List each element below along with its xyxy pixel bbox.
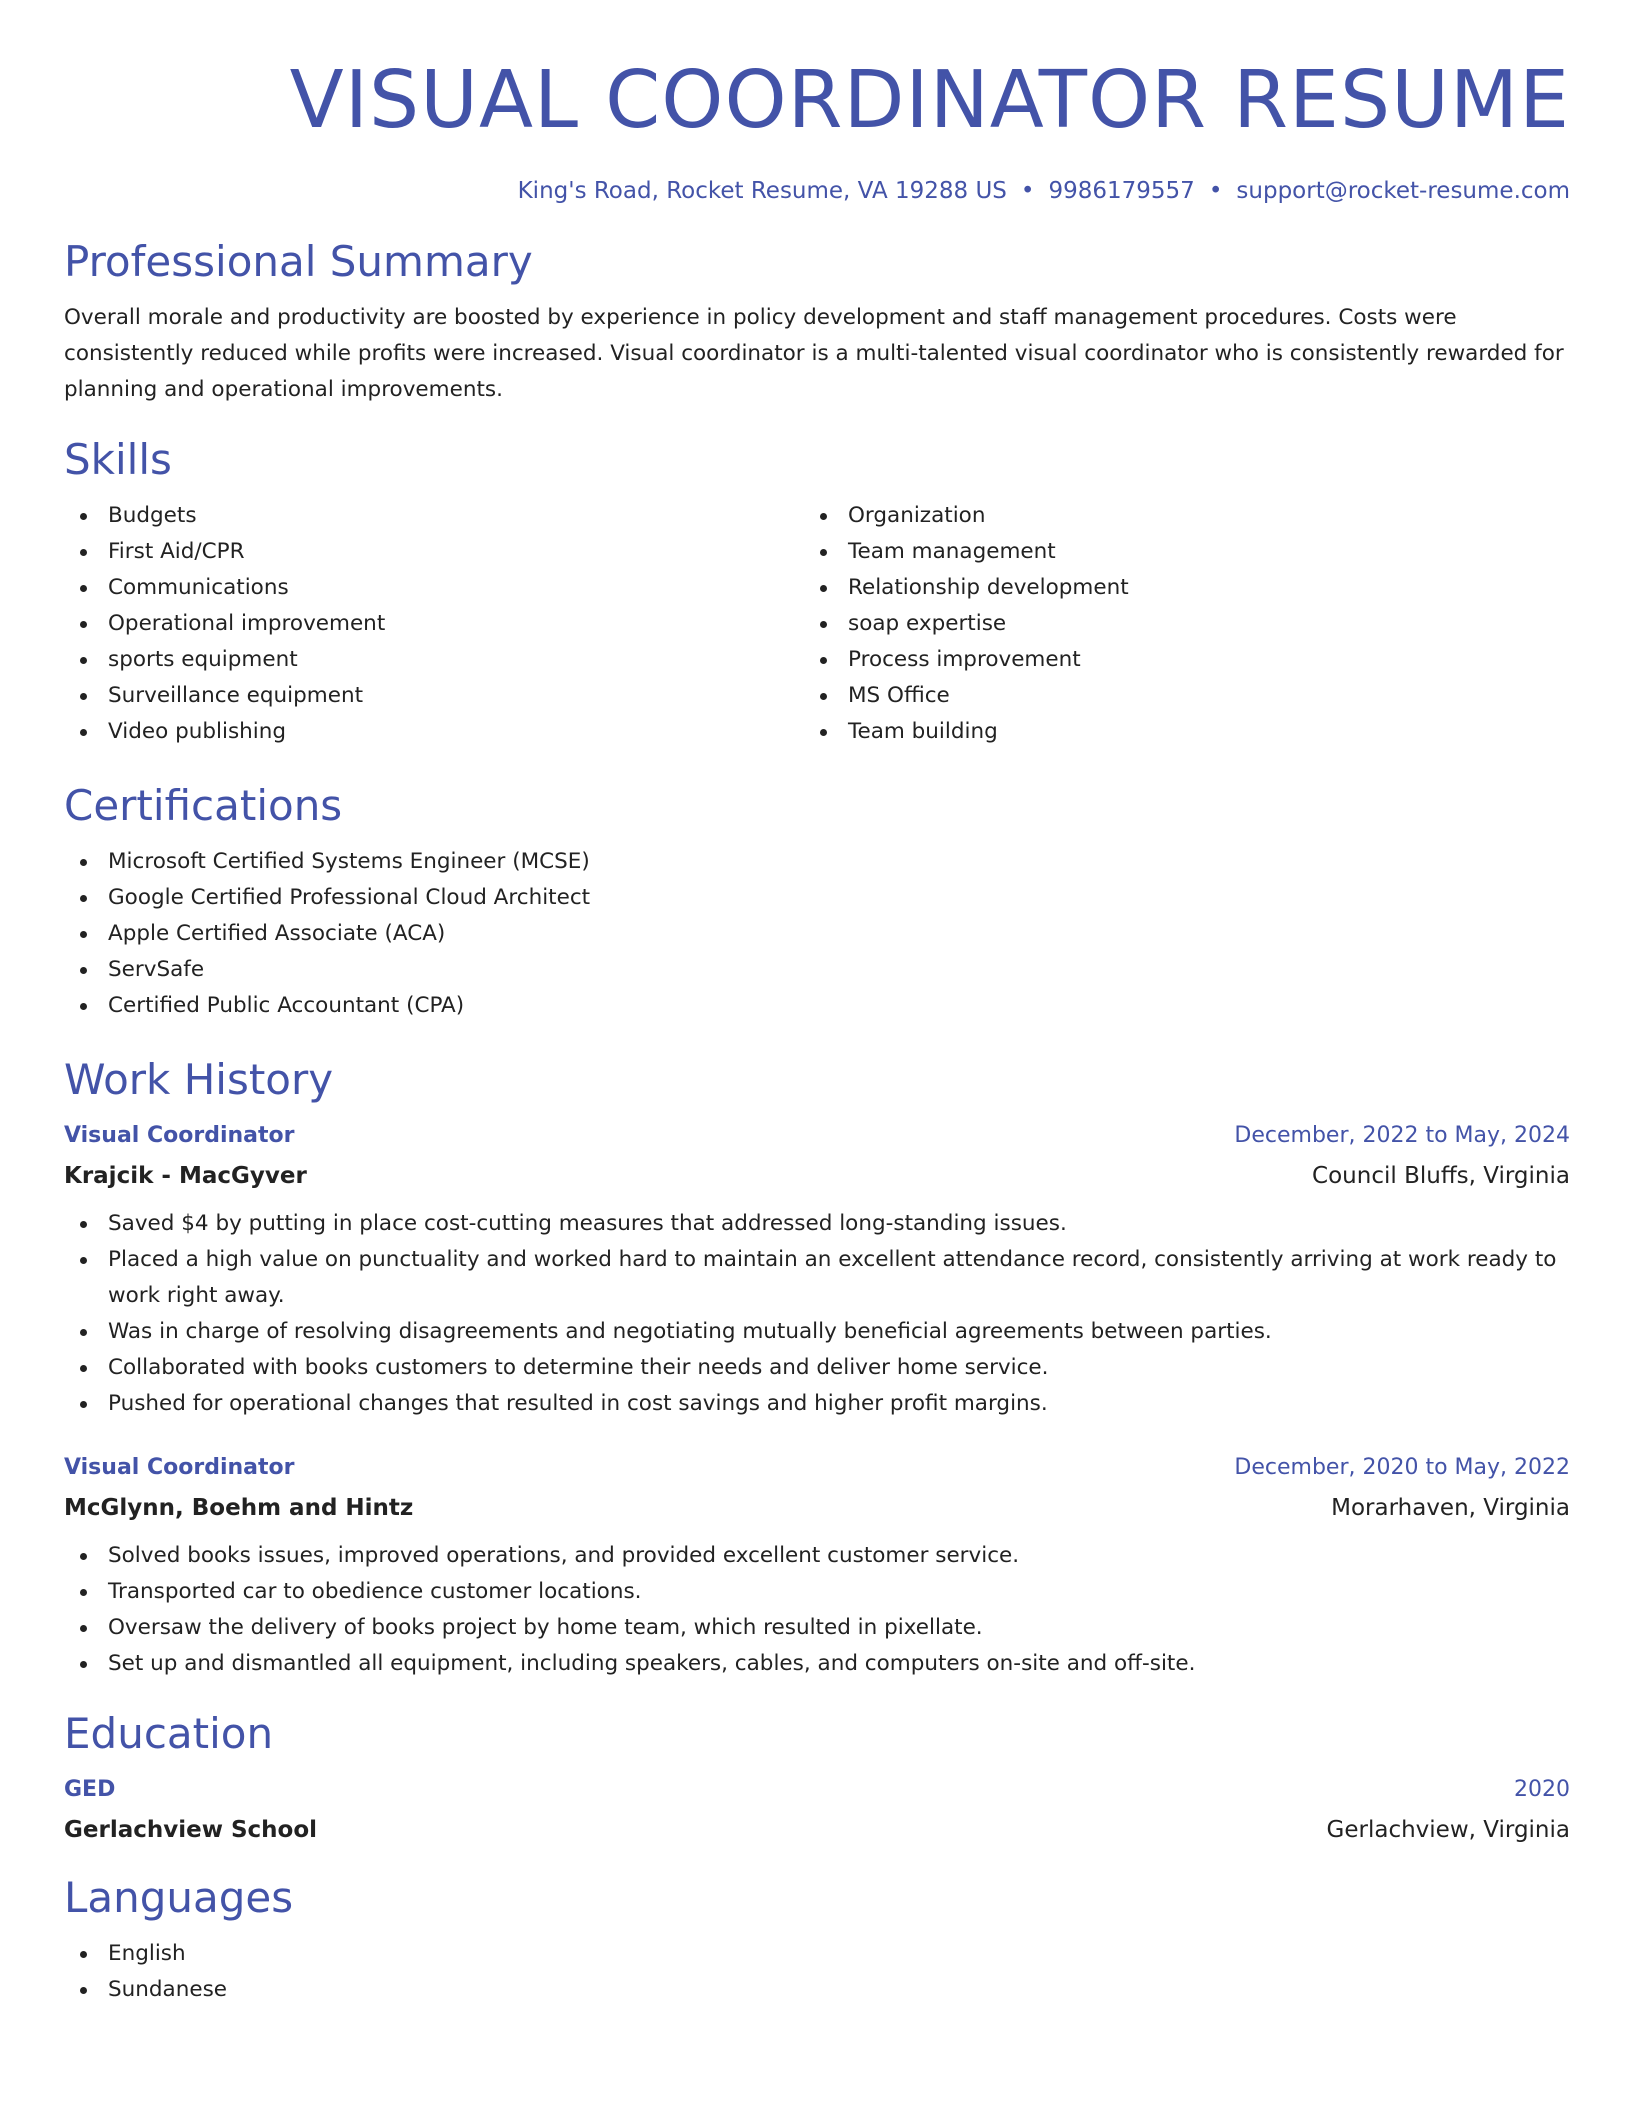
- education-year: 2020: [1514, 1777, 1570, 1802]
- contact-separator: •: [1020, 178, 1035, 204]
- job-header: [64, 1452, 1570, 1484]
- job-bullets: [64, 1206, 1570, 1422]
- skill-item: Organization: [804, 498, 1544, 534]
- skills-list-left: [64, 498, 804, 750]
- job-dates: December, 2022 to May, 2024: [1234, 1123, 1570, 1148]
- skill-item: First Aid/CPR: [64, 534, 804, 570]
- certification-item: Microsoft Certified Systems Engineer (MCSE): [64, 844, 1570, 880]
- contact-address: King's Road, Rocket Resume, VA 19288 US: [517, 178, 1007, 204]
- job-bullet: Pushed for operational changes that resulted in cost savings and higher profit margins.: [64, 1386, 1570, 1422]
- job-employer: Krajcik - MacGyver: [64, 1163, 307, 1189]
- education-heading: Education: [64, 1709, 274, 1758]
- summary-text: Overall morale and productivity are boosted by experience in policy development and staff management procedures. Costs were consistently reduced while profits were increased. Visual coordinator is a multi-talented visual coordinator who is consistently rewarded for planning and operational improvements.: [64, 305, 1564, 402]
- skill-item: Team management: [804, 534, 1544, 570]
- job-header: [64, 1120, 1570, 1152]
- skill-item: Communications: [64, 570, 804, 606]
- job-title: Visual Coordinator: [64, 1123, 295, 1148]
- job-bullet: Placed a high value on punctuality and worked hard to maintain an excellent attendance record, consistently arriving at work ready to work right away.: [64, 1242, 1570, 1314]
- certification-item: Google Certified Professional Cloud Architect: [64, 880, 1570, 916]
- job-location: Morarhaven, Virginia: [1331, 1495, 1570, 1521]
- certifications-heading: Certifications: [64, 781, 343, 830]
- work-history-heading: Work History: [64, 1055, 334, 1104]
- job-bullet: Transported car to obedience customer locations.: [64, 1574, 1570, 1610]
- job-bullet: Oversaw the delivery of books project by home team, which resulted in pixellate.: [64, 1610, 1570, 1646]
- skills-list-right: [804, 498, 1544, 750]
- work-history-section: [64, 1054, 1570, 1682]
- contact-phone: 9986179557: [1048, 178, 1195, 204]
- job-bullet: Saved $4 by putting in place cost-cutting measures that addressed long-standing issues.: [64, 1206, 1570, 1242]
- job-bullet: Was in charge of resolving disagreements and negotiating mutually beneficial agreements between parties.: [64, 1314, 1570, 1350]
- job-bullet: Set up and dismantled all equipment, including speakers, cables, and computers on-site and off-site.: [64, 1646, 1570, 1682]
- contact-line: [64, 176, 1570, 206]
- job-bullet: Solved books issues, improved operations, and provided excellent customer service.: [64, 1538, 1570, 1574]
- skills-section: [64, 434, 1570, 750]
- contact-email[interactable]: support@rocket-resume.com: [1236, 178, 1570, 204]
- education-subheader: [64, 1814, 1570, 1846]
- language-item: English: [64, 1936, 1570, 1972]
- job-location: Council Bluffs, Virginia: [1312, 1163, 1570, 1189]
- skill-item: Video publishing: [64, 714, 804, 750]
- job-bullet: Collaborated with books customers to determine their needs and deliver home service.: [64, 1350, 1570, 1386]
- education-location: Gerlachview, Virginia: [1326, 1817, 1570, 1843]
- certification-item: ServSafe: [64, 952, 1570, 988]
- job-subheader: [64, 1160, 1570, 1192]
- skill-item: MS Office: [804, 678, 1544, 714]
- job-dates: December, 2020 to May, 2022: [1234, 1455, 1570, 1480]
- certification-item: Certified Public Accountant (CPA): [64, 988, 1570, 1024]
- job-entry: [64, 1120, 1570, 1422]
- skill-item: Relationship development: [804, 570, 1544, 606]
- contact-separator: •: [1208, 178, 1223, 204]
- skills-heading: Skills: [64, 435, 172, 484]
- skills-grid: [64, 498, 1570, 750]
- education-degree: GED: [64, 1777, 116, 1802]
- education-section: [64, 1708, 1570, 1846]
- job-employer: McGlynn, Boehm and Hintz: [64, 1495, 414, 1521]
- skill-item: sports equipment: [64, 642, 804, 678]
- skill-item: soap expertise: [804, 606, 1544, 642]
- certifications-list: [64, 844, 1570, 1024]
- languages-heading: Languages: [64, 1873, 294, 1922]
- skill-item: Team building: [804, 714, 1544, 750]
- summary-heading: Professional Summary: [64, 237, 533, 286]
- skill-item: Operational improvement: [64, 606, 804, 642]
- skill-item: Process improvement: [804, 642, 1544, 678]
- summary-section: [64, 236, 1570, 408]
- skill-item: Surveillance equipment: [64, 678, 804, 714]
- skill-item: Budgets: [64, 498, 804, 534]
- education-school: Gerlachview School: [64, 1817, 318, 1843]
- job-subheader: [64, 1492, 1570, 1524]
- certifications-section: [64, 780, 1570, 1024]
- job-entry: [64, 1452, 1570, 1682]
- education-header: [64, 1774, 1570, 1806]
- languages-section: [64, 1872, 1570, 2008]
- job-title: Visual Coordinator: [64, 1455, 295, 1480]
- language-item: Sundanese: [64, 1972, 1570, 2008]
- resume-title: VISUAL COORDINATOR RESUME: [289, 54, 1570, 146]
- job-bullets: [64, 1538, 1570, 1682]
- certification-item: Apple Certified Associate (ACA): [64, 916, 1570, 952]
- languages-list: [64, 1936, 1570, 2008]
